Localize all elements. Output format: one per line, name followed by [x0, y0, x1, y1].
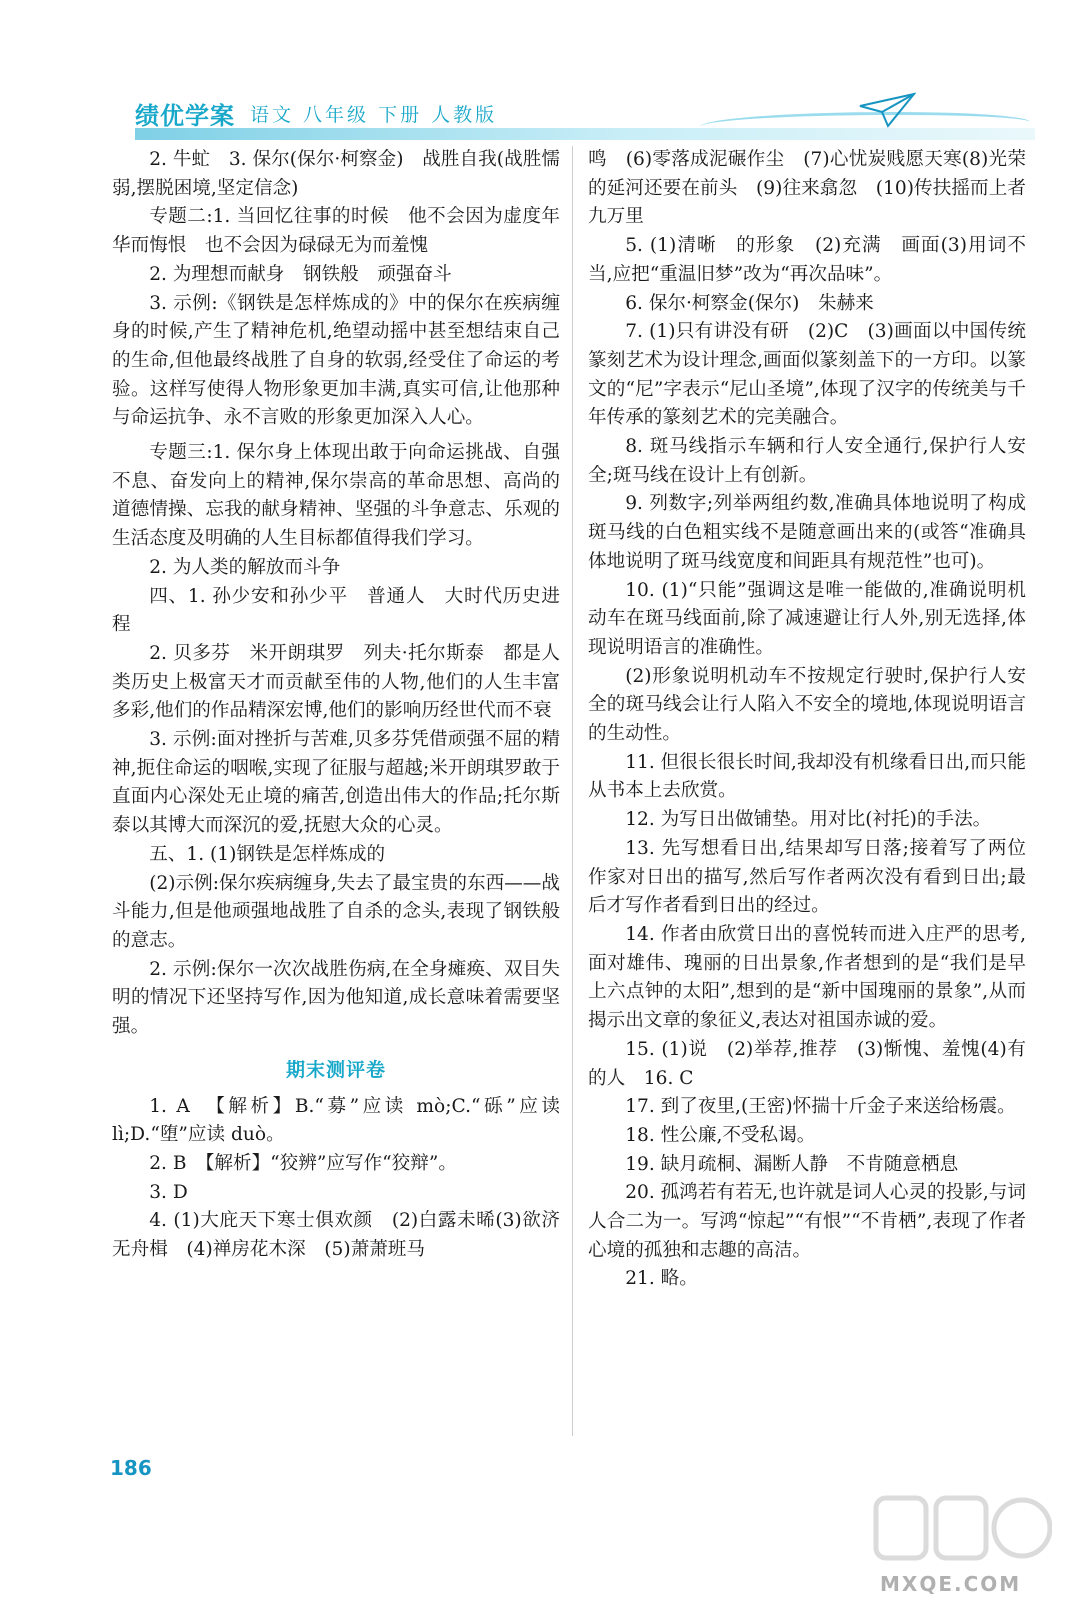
answer-paragraph: 鸣 (6)零落成泥碾作尘 (7)心忧炭贱愿天寒(8)光荣的延河还要在前头 (9)往来翕忽 (10)传扶摇而上者九万里 [588, 149, 1026, 228]
answer-paragraph: 3. 示例:面对挫折与苦难,贝多芬凭借顽强不屈的精神,扼住命运的咽喉,实现了征服与超越;米开朗琪罗敢于直面内心深处无止境的痛苦,创造出伟大的作品;托尔斯泰以其博大而深沉的爱,抚慰大众的心灵。 [112, 729, 560, 837]
right-column [588, 146, 1026, 1294]
answer-paragraph: 15. (1)说 (2)举荐,推荐 (3)惭愧、羞愧(4)有的人 16. C [588, 1038, 1026, 1089]
answer-paragraph: 2. B 【解析】“狡辨”应写作“狡辩”。 [149, 1152, 457, 1174]
answer-paragraph: 1. A 【解析】B.“募”应读 mò;C.“砾”应读 lì;D.“堕”应读 duò。 [112, 1095, 560, 1146]
answer-paragraph: 12. 为写日出做铺垫。用对比(衬托)的手法。 [625, 809, 992, 831]
answer-paragraph: 5. (1)清晰 的形象 (2)充满 画面(3)用词不当,应把“重温旧梦”改为“再次品味”。 [588, 235, 1026, 285]
paper-plane-icon [858, 92, 916, 128]
answer-paragraph: 2. 贝多芬 米开朗琪罗 列夫·托尔斯泰 都是人类历史上极富天才而贡献至伟的人物,他们的人生丰富多彩,他们的作品精深宏博,他们的影响历经世代而不衰 [112, 642, 560, 722]
answer-paragraph: 7. (1)只有讲没有研 (2)C (3)画面以中国传统篆刻艺术为设计理念,画面似篆刻盖下的一方印。以篆文的“尼”字表示“尼山圣境”,体现了汉字的传统美与千年传承的篆刻艺术的完美融合。 [588, 321, 1026, 429]
page-number: 186 [110, 1456, 152, 1480]
answer-paragraph: 21. 略。 [625, 1268, 698, 1290]
answer-paragraph: 9. 列数字;列举两组约数,准确具体地说明了构成斑马线的白色粗实线不是随意画出来的(或答“准确具体地说明了斑马线宽度和间距具有规范性”也可)。 [588, 493, 1026, 572]
answer-paragraph: 6. 保尔·柯察金(保尔) 朱赫来 [625, 292, 874, 314]
answer-paragraph: 2. 为理想而献身 钢铁般 顽强奋斗 [149, 263, 452, 285]
answer-paragraph: 4. (1)大庇天下寒士俱欢颜 (2)白露未晞(3)欲济无舟楫 (4)禅房花木深 (5)萧萧班马 [112, 1210, 560, 1261]
book-subtitle: 语文 八年级 下册 人教版 [250, 104, 498, 126]
answer-paragraph: 19. 缺月疏桐、漏断人静 不肯随意栖息 [625, 1153, 959, 1175]
answer-paragraph: 14. 作者由欣赏日出的喜悦转而进入庄严的思考,面对雄伟、瑰丽的日出景象,作者想到的是“我们是早上六点钟的太阳”,想到的是“新中国瑰丽的景象”,从而揭示出文章的象征义,表达对祖国赤诚的爱。 [588, 923, 1026, 1032]
answer-paragraph: 13. 先写想看日出,结果却写日落;接着写了两位作家对日出的描写,然后写作者两次没有看到日出;最后才写作者看到日出的经过。 [588, 837, 1026, 917]
answer-paragraph: 17. 到了夜里,(王密)怀揣十斤金子来送给杨震。 [625, 1096, 1016, 1118]
answer-paragraph: 2. 为人类的解放而斗争 [149, 556, 341, 578]
answer-paragraph: 专题二:1. 当回忆往事的时候 他不会因为虚度年华而悔恨 也不会因为碌碌无为而羞愧 [112, 206, 560, 257]
answer-paragraph: 20. 孤鸿若有若无,也许就是词人心灵的投影,与词人合二为一。写鸿“惊起”“有恨”“不肯栖”,表现了作者心境的孤独和志趣的高洁。 [588, 1182, 1026, 1261]
answer-paragraph: 3. 示例:《钢铁是怎样炼成的》中的保尔在疾病缠身的时候,产生了精神危机,绝望动摇中甚至想结束自己的生命,但他最终战胜了自身的软弱,经受住了命运的考验。这样写使得人物形象更加丰满,真实可信,让他那种与命运抗争、永不言败的形象更加深入人心。 [112, 292, 560, 429]
answer-paragraph: 五、1. (1)钢铁是怎样炼成的 [149, 843, 386, 865]
left-column [112, 146, 560, 1265]
answer-paragraph: 11. 但很长很长时间,我却没有机缘看日出,而只能从书本上去欣赏。 [588, 751, 1026, 802]
answer-paragraph: 3. D [149, 1181, 188, 1203]
watermark-url: MXQE.COM [880, 1572, 1022, 1596]
answer-paragraph: (2)示例:保尔疾病缠身,失去了最宝贵的东西——战斗能力,但是他顽强地战胜了自杀的念头,表现了钢铁般的意志。 [112, 872, 560, 951]
answer-paragraph: (2)形象说明机动车不按规定行驶时,保护行人安全的斑马线会让行人陷入不安全的境地,体现说明语言的生动性。 [588, 665, 1026, 745]
page-header [0, 0, 1066, 140]
column-divider [572, 146, 573, 1436]
answer-paragraph: 8. 斑马线指示车辆和行人安全通行,保护行人安全;斑马线在设计上有创新。 [588, 436, 1026, 486]
series-logo: 绩优学案 [135, 102, 235, 130]
answer-paragraph: 2. 牛虻 3. 保尔(保尔·柯察金) 战胜自我(战胜懦弱,摆脱困境,坚定信念) [112, 149, 560, 199]
answer-paragraph: 专题三:1. 保尔身上体现出敢于向命运挑战、自强不息、奋发向上的精神,保尔崇高的革命思想、高尚的道德情操、忘我的献身精神、坚强的斗争意志、乐观的生活态度及明确的人生目标都值得我们学习。 [112, 442, 560, 550]
answer-paragraph: 2. 示例:保尔一次次战胜伤病,在全身瘫痪、双目失明的情况下还坚持写作,因为他知道,成长意味着需要坚强。 [112, 958, 560, 1038]
answer-paragraph: 18. 性公廉,不受私谒。 [625, 1124, 816, 1146]
answer-paragraph: 10. (1)“只能”强调这是唯一能做的,准确说明机动车在斑马线面前,除了减速避让行人外,别无选择,体现说明语言的准确性。 [588, 579, 1026, 658]
answer-paragraph: 四、1. 孙少安和孙少平 普通人 大时代历史进程 [112, 585, 560, 636]
section-title: 期末测评卷 [285, 1058, 386, 1081]
